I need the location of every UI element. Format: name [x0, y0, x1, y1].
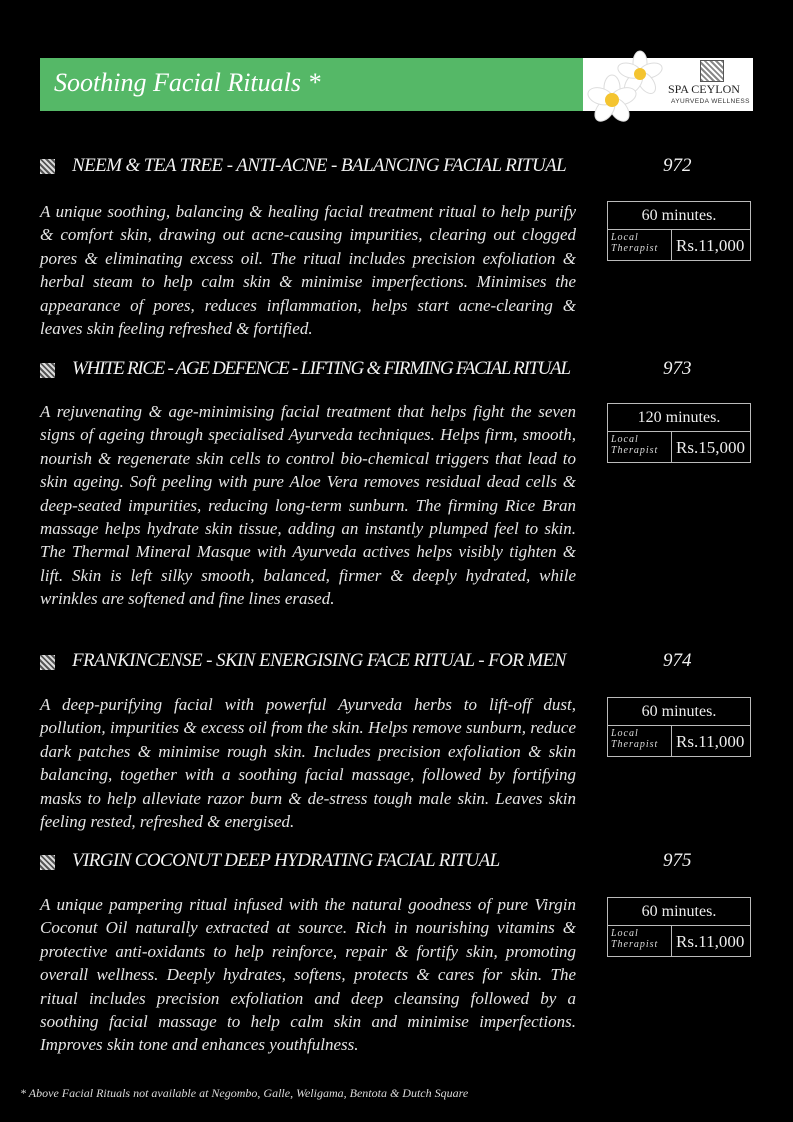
- duration: 120 minutes.: [608, 404, 750, 432]
- bullet-icon: [40, 363, 55, 378]
- therapist-label: Local Therapist: [608, 432, 672, 463]
- price: Rs.11,000: [676, 732, 745, 751]
- price-box: [607, 897, 751, 957]
- price-box: [607, 403, 751, 463]
- bullet-icon: [40, 159, 55, 174]
- brand-subtitle: AYURVEDA WELLNESS: [671, 98, 750, 105]
- ritual-code: 974: [663, 650, 692, 671]
- header-banner: [40, 58, 583, 111]
- price: Rs.11,000: [676, 236, 745, 255]
- brand-name: SPA CEYLON: [668, 82, 740, 96]
- therapist-label: Local Therapist: [608, 230, 672, 261]
- ritual-code: 972: [663, 155, 692, 176]
- ritual-description: A deep-purifying facial with powerful Ayurveda herbs to lift-off dust, pollution, impurities & excess oil from the skin. Helps remove sunburn, reduce dark patches & minimise rough skin. Includes precision exfoliation & skin balancing, together with a soothing facial massage, followed by fortifying masks to help alleviate razor burn & de-stress tough male skin. Leaves skin feeling rested, refreshed & energised.: [40, 695, 576, 832]
- bullet-icon: [40, 855, 55, 870]
- price: Rs.11,000: [676, 932, 745, 951]
- ritual-code: 973: [663, 358, 692, 379]
- ritual-description: A rejuvenating & age-minimising facial treatment that helps fight the seven signs of ageing through specialised Ayurveda techniques. Helps firm, smooth, nourish & regenerate skin cells to control bio-chemical triggers that lead to skin ageing. Soft peeling with pure Aloe Vera removes residual dead cells & deep-seated impurities, reducing long-term sunburn. The firming Rice Bran massage helps hydrate skin tissue, adding an instantly plumped feel to skin. The Thermal Mineral Masque with Ayurveda actives helps visibly tighten & lift. Skin is left silky smooth, balanced, firmer & deeply hydrated, while wrinkles are softened and fine lines erased.: [40, 402, 576, 609]
- ritual-title: WHITE RICE - AGE DEFENCE - LIFTING & FIRMING FACIAL RITUAL: [72, 358, 570, 379]
- ritual-description: A unique pampering ritual infused with the natural goodness of pure Virgin Coconut Oil naturally extracted at source. Rich in nourishing vitamins & protective anti-oxidants to help reinforce, repair & fortify skin, promoting overall wellness. Deeply hydrates, softens, protects & cares for skin. The ritual includes precision exfoliation and deep cleansing followed by a soothing facial massage to help calm skin and minimise imperfections. Improves skin tone and enhances youthfulness.: [40, 895, 576, 1055]
- frangipani-flowers-icon: [578, 48, 674, 130]
- price-box: [607, 201, 751, 261]
- price: Rs.15,000: [676, 438, 745, 457]
- ritual-title: NEEM & TEA TREE - ANTI-ACNE - BALANCING FACIAL RITUAL: [72, 155, 567, 176]
- ritual-code: 975: [663, 850, 692, 871]
- page-title: Soothing Facial Rituals *: [54, 68, 321, 97]
- ritual-description: A unique soothing, balancing & healing facial treatment ritual to help purify & comfort skin, drawing out acne-causing impurities, clearing out clogged pores & eliminating excess oil. The ritual includes precision exfoliation & herbal steam to help calm skin & minimise imperfections. Minimises the appearance of pores, reduces inflammation, helps start acne-clearing & leaves skin feeling refreshed & fortified.: [40, 202, 576, 339]
- bullet-icon: [40, 655, 55, 670]
- spa-ceylon-logo-icon: [700, 60, 724, 82]
- price-box: [607, 697, 751, 757]
- duration: 60 minutes.: [608, 898, 750, 926]
- therapist-label: Local Therapist: [608, 926, 672, 957]
- duration: 60 minutes.: [608, 202, 750, 230]
- duration: 60 minutes.: [608, 698, 750, 726]
- ritual-title: VIRGIN COCONUT DEEP HYDRATING FACIAL RITUAL: [72, 850, 500, 871]
- therapist-label: Local Therapist: [608, 726, 672, 757]
- footnote: * Above Facial Rituals not available at Negombo, Galle, Weligama, Bentota & Dutch Square: [20, 1086, 469, 1100]
- ritual-title: FRANKINCENSE - SKIN ENERGISING FACE RITUAL - FOR MEN: [72, 650, 566, 671]
